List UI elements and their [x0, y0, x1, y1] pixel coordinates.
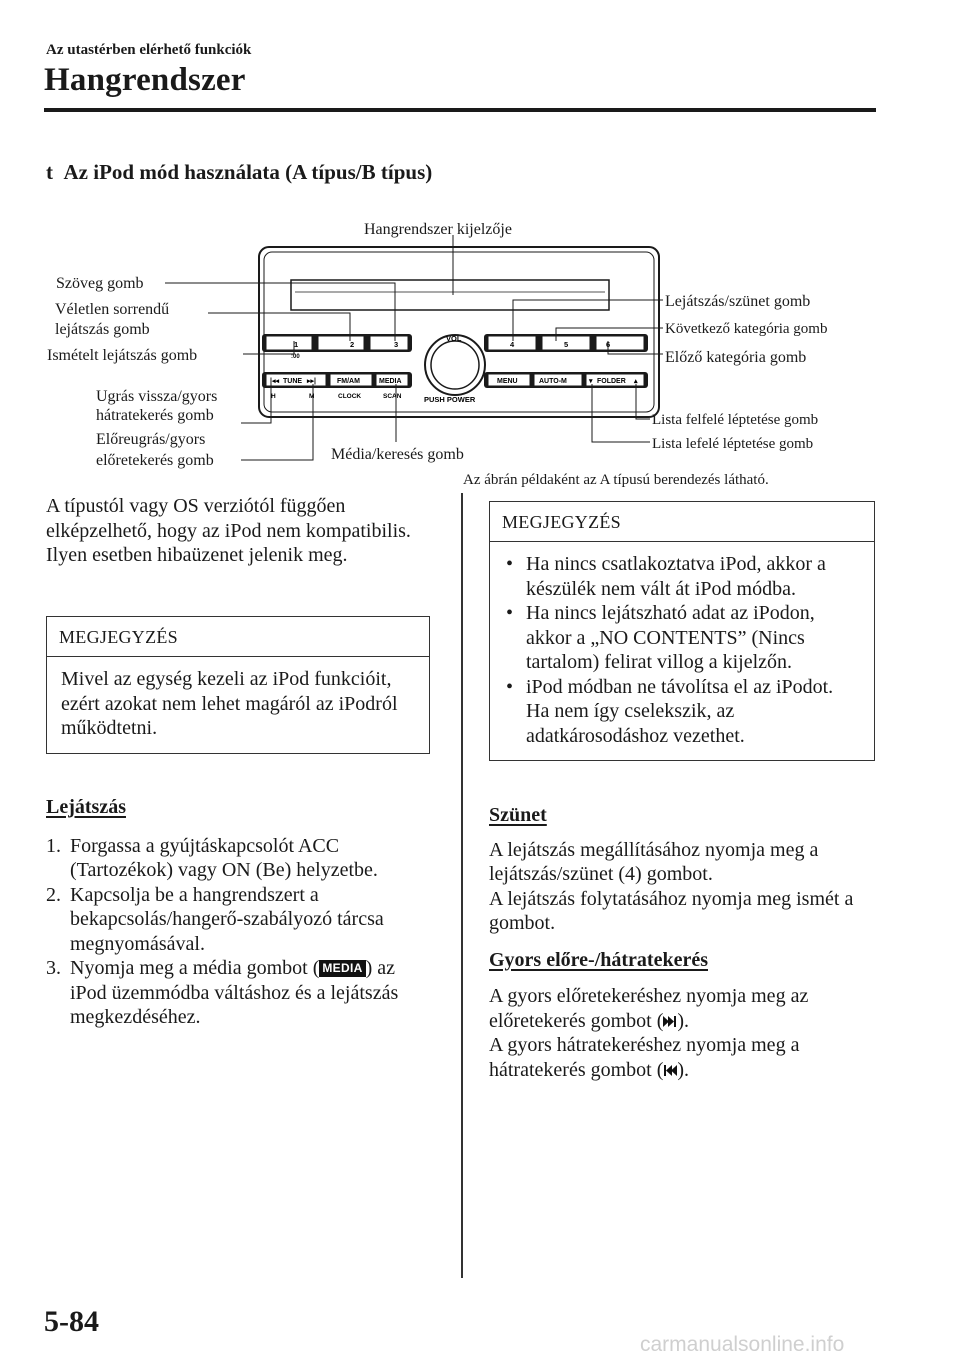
label-random-2: lejátszás gomb — [55, 321, 150, 338]
label-display: Hangrendszer kijelzője — [364, 221, 512, 238]
note-bullet-1: • Ha nincs csatlakoztatva iPod, akkor a készülék nem vált át iPod módba. — [504, 552, 860, 601]
step-text-1: Forgassa a gyújtáskapcsolót ACC (Tartozékok) vagy ON (Be) helyzetbe. — [70, 834, 378, 881]
tune-next-icon: ▸▸| — [307, 378, 316, 385]
preset-button-1 — [266, 336, 312, 350]
h-label: H — [271, 393, 276, 400]
ff-text-2b: ). — [677, 1058, 690, 1081]
pause-text-2: A lejátszás folytatásához nyomja meg ismét a gombot. — [489, 887, 854, 934]
pause-text-1: A lejátszás megállításához nyomja meg a lejátszás/szünet (4) gombot. — [489, 838, 819, 885]
label-list-up: Lista felfelé léptetése gomb — [652, 412, 819, 428]
label-media-search: Média/keresés gomb — [331, 446, 464, 463]
tune-prev-icon: |◂◂ — [270, 378, 279, 385]
step-text-2: Kapcsolja be a hangrendszert a bekapcsolás/hangerő-szabályozó tárcsa megnyomásával. — [70, 883, 384, 955]
note-title-right: MEGJEGYZÉS — [490, 502, 874, 542]
volume-knob — [431, 341, 479, 389]
preset-label-3: 3 — [394, 340, 399, 349]
note-body-left: Mivel az egység kezeli az iPod funkcióit, ezért azokat nem lehet magáról az iPodról működtetni. — [61, 668, 398, 739]
left-intro — [46, 494, 432, 568]
label-next-category: Következő kategória gomb — [665, 321, 828, 337]
step-text-3b: ) az iPod üzemmódba váltáshoz és a lejátszás megkezdéséhez. — [70, 957, 399, 1028]
intro-text: A típustól vagy OS verziótól függően elképzelhető, hogy az iPod nem kompatibilis. Ilyen esetben hibaüzenet jelenik meg. — [46, 495, 411, 566]
step-number-2: 2. — [46, 883, 61, 906]
clock-label: CLOCK — [338, 393, 362, 400]
playback-steps — [46, 834, 436, 1030]
note-bullet-3: • iPod módban ne távolítsa el az iPodot. Ha nem így cselekszik, az adatkárosodáshoz vezethet. — [504, 675, 860, 749]
note-bullet-2: • Ha nincs lejátszható adat az iPodon, akkor a „NO CONTENTS” (Nincs tartalom) felirat villog a kijelzőn. — [504, 601, 860, 675]
section-heading — [46, 160, 432, 185]
leader-list-up — [636, 384, 650, 419]
preset-button-6 — [596, 336, 644, 350]
pause-section — [489, 803, 879, 1082]
push-power-label: PUSH POWER — [424, 395, 476, 404]
folder-down-icon: ▾ — [589, 378, 593, 385]
preset-label-4: 4 — [510, 340, 515, 349]
preset-label-6: 6 — [606, 340, 611, 349]
folder-up-icon: ▴ — [634, 378, 638, 385]
display-window — [291, 280, 609, 310]
ff-text-1 — [489, 984, 879, 1033]
note-box-right — [489, 501, 875, 761]
ff-text-1a: A gyors előretekeréshez nyomja meg az előretekerés gombot ( — [489, 985, 809, 1032]
folder-label: FOLDER — [597, 378, 626, 385]
rewind-icon — [663, 1064, 677, 1077]
fmam-label: FM/AM — [337, 378, 360, 385]
step-2 — [46, 883, 436, 957]
fast-forward-heading: Gyors előre-/hátratekerés — [489, 948, 708, 971]
label-forward-1: Előreugrás/gyors — [96, 431, 206, 448]
label-00: :00 — [291, 354, 300, 360]
media-label: MEDIA — [379, 378, 402, 385]
page-title: Hangrendszer — [44, 62, 246, 98]
preset-label-5: 5 — [564, 340, 569, 349]
label-rewind-2: hátratekerés gomb — [96, 407, 214, 424]
page-number: 5-84 — [44, 1305, 99, 1338]
m-label: M — [309, 393, 315, 400]
ff-text-2 — [489, 1033, 879, 1082]
leader-forward — [241, 384, 313, 460]
pause-heading: Szünet — [489, 804, 547, 826]
label-random-1: Véletlen sorrendű — [55, 301, 170, 318]
fast-forward-icon — [663, 1015, 677, 1028]
step-number-3: 3. — [46, 957, 61, 979]
column-divider — [461, 493, 463, 1278]
autom-label: AUTO-M — [539, 378, 567, 385]
step-1 — [46, 834, 436, 883]
preset-label-1: 1 — [294, 340, 299, 349]
ff-text-1b: ). — [677, 1009, 690, 1032]
section-marker: t — [46, 160, 53, 184]
ff-text-2a: A gyors hátratekeréshez nyomja meg a hátratekerés gombot ( — [489, 1034, 800, 1081]
preset-button-2 — [318, 336, 364, 350]
tune-label: TUNE — [283, 378, 303, 385]
preset-button-3 — [370, 336, 408, 350]
watermark: carmanualsonline.info — [640, 1333, 845, 1356]
media-icon: MEDIA — [319, 960, 365, 977]
label-text-button: Szöveg gomb — [56, 275, 144, 292]
scan-label: SCAN — [383, 393, 402, 400]
label-prev-category: Előző kategória gomb — [665, 349, 807, 366]
note-box-left — [46, 616, 430, 754]
note-body-right — [490, 542, 874, 760]
chapter-title: Az utastérben elérhető funkciók — [46, 42, 252, 58]
step-number-1: 1. — [46, 834, 61, 857]
note-bullet-list — [504, 552, 860, 748]
label-list-down: Lista lefelé léptetése gomb — [652, 436, 814, 452]
label-play-pause: Lejátszás/szünet gomb — [665, 293, 811, 310]
vol-label: VOL — [446, 334, 462, 343]
audio-unit-diagram — [0, 200, 960, 500]
step-3 — [46, 956, 436, 1030]
leader-list-down — [592, 384, 650, 442]
section-title: Az iPod mód használata (A típus/B típus) — [63, 160, 433, 184]
diagram-caption: Az ábrán példaként az A típusú berendezés látható. — [463, 472, 769, 488]
label-repeat: Ismételt lejátszás gomb — [47, 347, 198, 364]
label-rewind-1: Ugrás vissza/gyors — [96, 388, 218, 405]
note-title-left: MEGJEGYZÉS — [47, 617, 429, 657]
preset-label-2: 2 — [350, 340, 355, 349]
playback-section — [46, 795, 436, 1030]
menu-label: MENU — [497, 378, 518, 385]
audio-unit-body — [259, 247, 659, 417]
step-text-3a: Nyomja meg a média gombot ( — [70, 957, 320, 979]
label-forward-2: előretekerés gomb — [96, 452, 214, 469]
header-rule — [44, 108, 876, 112]
playback-heading: Lejátszás — [46, 796, 126, 818]
